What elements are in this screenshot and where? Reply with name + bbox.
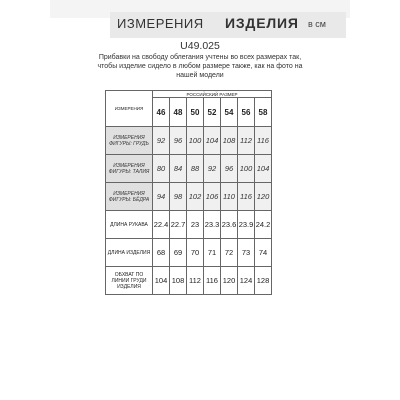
table-cell: 116: [238, 183, 255, 211]
table-cell: 92: [204, 155, 221, 183]
table-row: [106, 239, 272, 267]
header-item: ИЗДЕЛИЯ: [225, 15, 299, 31]
table-row: [106, 267, 272, 295]
table-cell: 104: [255, 155, 272, 183]
group-header: РОССИЙСКИЙ РАЗМЕР: [153, 91, 272, 98]
table-cell: 100: [187, 127, 204, 155]
table-cell: 22.4: [153, 211, 170, 239]
size-row-label: ИЗМЕРЕНИЯ: [106, 91, 153, 127]
table-cell: 24.2: [255, 211, 272, 239]
table-cell: 100: [238, 155, 255, 183]
table-cell: 23.9: [238, 211, 255, 239]
table-cell: 124: [238, 267, 255, 295]
table-cell: 98: [170, 183, 187, 211]
table-cell: 106: [204, 183, 221, 211]
table-cell: 23: [187, 211, 204, 239]
table-cell: 23.6: [221, 211, 238, 239]
table-cell: 73: [238, 239, 255, 267]
size-cell: 52: [204, 98, 221, 127]
row-label: ИЗМЕРЕНИЯ ФИГУРЫ: ГРУДЬ: [106, 127, 153, 155]
table-cell: 116: [255, 127, 272, 155]
row-label: ОБХВАТ ПО ЛИНИИ ГРУДИ ИЗДЕЛИЯ: [106, 267, 153, 295]
table-cell: 116: [204, 267, 221, 295]
size-table: [105, 90, 272, 295]
row-label: ДЛИНА ИЗДЕЛИЯ: [106, 239, 153, 267]
table-cell: 84: [170, 155, 187, 183]
table-cell: 80: [153, 155, 170, 183]
table-cell: 102: [187, 183, 204, 211]
table-cell: 88: [187, 155, 204, 183]
row-label: ИЗМЕРЕНИЯ ФИГУРЫ: БЁДРА: [106, 183, 153, 211]
table-row: [106, 211, 272, 239]
group-header-row: [106, 91, 272, 98]
table-cell: 120: [255, 183, 272, 211]
table-cell: 96: [221, 155, 238, 183]
fit-note: Прибавки на свободу облегания учтены во всех размерах так, чтобы изделие сидело в любом размере также, как на фото на нашей модели: [97, 54, 303, 79]
table-cell: 120: [221, 267, 238, 295]
table-cell: 110: [221, 183, 238, 211]
table-cell: 69: [170, 239, 187, 267]
row-label: ДЛИНА РУКАВА: [106, 211, 153, 239]
table-cell: 94: [153, 183, 170, 211]
table-cell: 112: [238, 127, 255, 155]
table-row: [106, 127, 272, 155]
size-cell: 50: [187, 98, 204, 127]
size-chart-page: [50, 0, 350, 400]
table-cell: 96: [170, 127, 187, 155]
size-cell: 56: [238, 98, 255, 127]
table-cell: 22.7: [170, 211, 187, 239]
table-cell: 92: [153, 127, 170, 155]
table-cell: 108: [170, 267, 187, 295]
table-row: [106, 155, 272, 183]
header-unit: в см: [308, 19, 326, 29]
table-cell: 23.3: [204, 211, 221, 239]
header-measurements: ИЗМЕРЕНИЯ: [117, 16, 204, 31]
table-cell: 71: [204, 239, 221, 267]
table-cell: 68: [153, 239, 170, 267]
row-label: ИЗМЕРЕНИЯ ФИГУРЫ: ТАЛИЯ: [106, 155, 153, 183]
table-cell: 72: [221, 239, 238, 267]
table-cell: 128: [255, 267, 272, 295]
table-cell: 108: [221, 127, 238, 155]
size-cell: 54: [221, 98, 238, 127]
table-row: [106, 183, 272, 211]
table-cell: 74: [255, 239, 272, 267]
size-cell: 58: [255, 98, 272, 127]
size-cell: 48: [170, 98, 187, 127]
table-cell: 104: [153, 267, 170, 295]
size-cell: 46: [153, 98, 170, 127]
article-number: U49.025: [180, 40, 220, 52]
table-cell: 70: [187, 239, 204, 267]
table-cell: 112: [187, 267, 204, 295]
table-cell: 104: [204, 127, 221, 155]
